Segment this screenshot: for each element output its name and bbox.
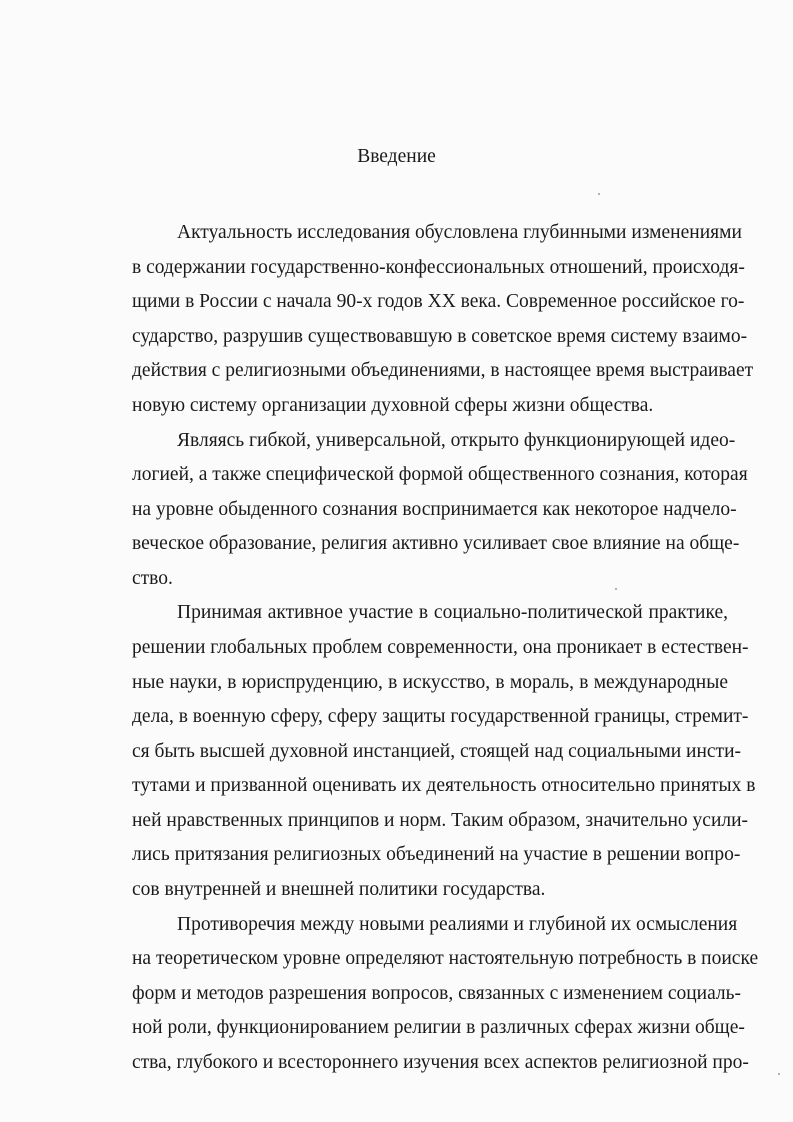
text-line: на уровне обыденного сознания воспринимается как некоторое надчело- [132, 499, 737, 520]
text-line: ство. [132, 568, 173, 589]
text-line: Являясь гибкой, универсальной, открыто функционирующей идео- [177, 430, 736, 451]
page-title: Введение [357, 146, 436, 167]
text-line: новую систему организации духовной сферы жизни общества. [132, 395, 654, 416]
text-line: дела, в военную сферу, сферу защиты государственной границы, стремит- [132, 706, 749, 727]
text-line: форм и методов разрешения вопросов, связанных с изменением социаль- [132, 983, 742, 1004]
text-line: в содержании государственно-конфессиональных отношений, происходя- [132, 257, 745, 278]
text-line: щими в России с начала 90-х годов XX века. Современное российское го- [132, 291, 745, 312]
text-line: решении глобальных проблем современности, она проникает в естествен- [132, 637, 749, 658]
text-line: ной роли, функционированием религии в различных сферах жизни обще- [132, 1017, 745, 1038]
text-line: лись притязания религиозных объединений на участие в решении вопро- [132, 844, 741, 865]
text-line: ся быть высшей духовной инстанцией, стоящей над социальными инсти- [132, 741, 742, 762]
text-line: логией, а также специфической формой общественного сознания, которая [132, 464, 748, 485]
text-line: Принимая активное участие в социально-политической практике, [177, 602, 728, 623]
text-line: ные науки, в юриспруденцию, в искусство, в мораль, в международные [132, 672, 728, 693]
text-line: на теоретическом уровне определяют настоятельную потребность в поиске [132, 948, 759, 969]
text-line: Противоречия между новыми реалиями и глубиной их осмысления [177, 914, 738, 935]
text-line: Актуальность исследования обусловлена глубинными изменениями [177, 222, 742, 243]
text-line: действия с религиозными объединениями, в настоящее время выстраивает [132, 360, 754, 381]
scan-speck [615, 588, 617, 590]
text-line: ней нравственных принципов и норм. Таким образом, значительно усили- [132, 810, 749, 831]
scan-speck [778, 1073, 780, 1075]
text-line: веческое образование, религия активно усиливает свое влияние на обще- [132, 533, 740, 554]
text-line: сударство, разрушив существовавшую в советское время систему взаимо- [132, 326, 748, 347]
text-line: тутами и призванной оценивать их деятельность относительно принятых в [132, 775, 756, 796]
text-line: сов внутренней и внешней политики государства. [132, 879, 546, 900]
text-line: ства, глубокого и всестороннего изучения всех аспектов религиозной про- [132, 1052, 749, 1073]
scan-speck [598, 193, 600, 195]
